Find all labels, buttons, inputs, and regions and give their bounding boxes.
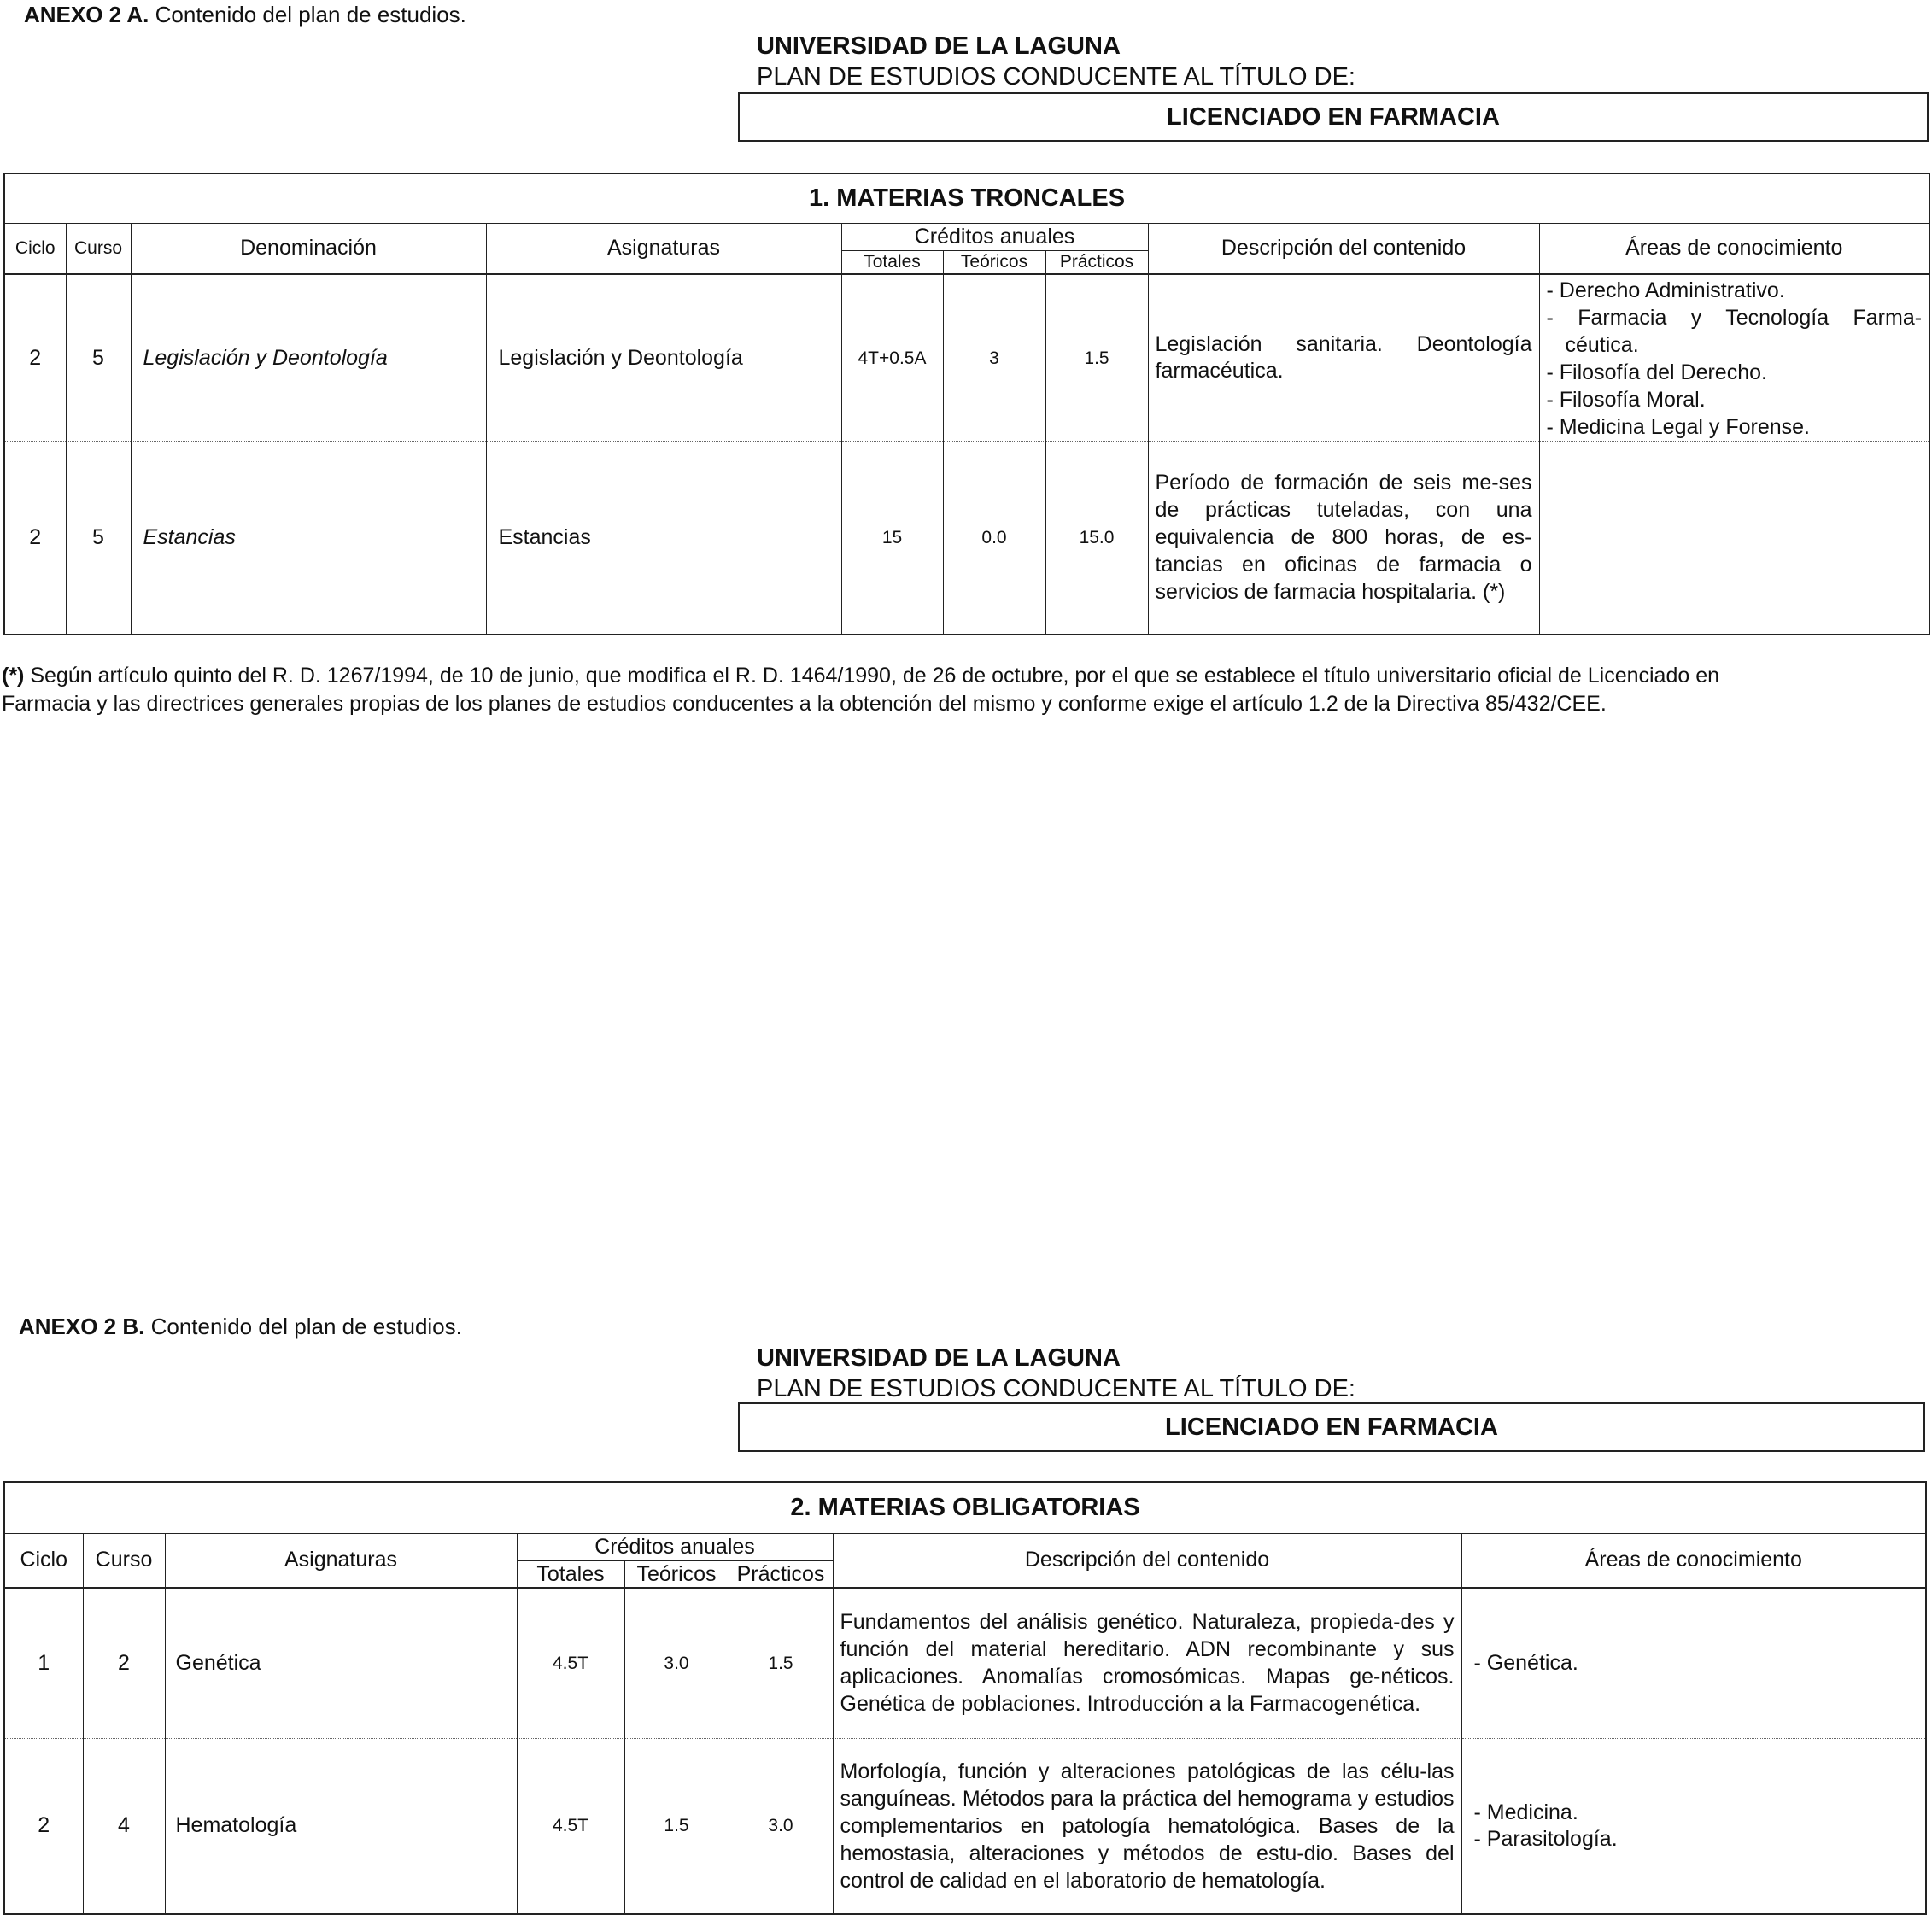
annex-a-degree: LICENCIADO EN FARMACIA [1167, 102, 1500, 131]
header-ciclo: Ciclo [4, 223, 66, 274]
header-asignaturas: Asignaturas [165, 1533, 517, 1588]
header-curso: Curso [83, 1533, 165, 1588]
annex-a-degree-box [738, 92, 1929, 142]
cell-teoricos: 0.0 [943, 442, 1045, 635]
area-item: - Medicina Legal y Forense. [1547, 413, 1923, 441]
cell-asignatura: Hematología [165, 1738, 517, 1914]
annex-b-degree-box [738, 1402, 1925, 1452]
annex-b-plan: PLAN DE ESTUDIOS CONDUCENTE AL TÍTULO DE: [757, 1375, 1355, 1402]
cell-curso: 5 [66, 274, 131, 442]
header-descripcion: Descripción del contenido [1148, 223, 1539, 274]
annex-a-label: ANEXO 2 A. [24, 2, 149, 27]
cell-areas [1461, 1588, 1926, 1738]
area-item: - Filosofía del Derecho. [1547, 359, 1923, 386]
cell-asignatura: Legislación y Deontología [486, 274, 841, 442]
footnote-text: Según artículo quinto del R. D. 1267/1994, de 10 de junio, que modifica el R. D. 1464/1990, de 26 de octubre, por el que se establece el título universitario oficial de Licenciado en [24, 664, 1720, 688]
cell-ciclo: 1 [4, 1588, 83, 1738]
header-totales: Totales [517, 1560, 624, 1588]
area-item: - Medicina. [1474, 1800, 1919, 1826]
cell-curso: 4 [83, 1738, 165, 1914]
cell-practicos: 15.0 [1045, 442, 1148, 635]
cell-areas [1539, 442, 1929, 635]
annex-b-table [3, 1481, 1927, 1915]
cell-curso: 5 [66, 442, 131, 635]
footnote-mark: (*) [2, 664, 25, 688]
area-item: - Derecho Administrativo. [1547, 277, 1923, 304]
annex-b-table-title: 2. MATERIAS OBLIGATORIAS [4, 1482, 1926, 1533]
cell-teoricos: 1.5 [624, 1738, 729, 1914]
areas-list [1547, 277, 1923, 441]
cell-descripcion: Fundamentos del análisis genético. Naturaleza, propieda-des y función del material hereditario. ADN recombinante y sus aplicaciones. Anomalías cromosómicas. Mapas ge-néticos. Genética de poblaciones. Introducción a la Farmacogenética. [833, 1588, 1461, 1738]
cell-ciclo: 2 [4, 274, 66, 442]
header-creditos: Créditos anuales [841, 223, 1148, 250]
table-row [4, 274, 1929, 442]
header-areas: Áreas de conocimiento [1461, 1533, 1926, 1588]
annex-b-heading [19, 1314, 462, 1340]
header-totales: Totales [841, 250, 943, 274]
cell-areas [1539, 274, 1929, 442]
annex-a-footnote-line2: Farmacia y las directrices generales propias de los planes de estudios conducentes a la obtención del mismo y conforme exige el artículo 1.2 de la Directiva 85/432/CEE. [2, 692, 1607, 716]
cell-practicos: 1.5 [1045, 274, 1148, 442]
cell-teoricos: 3.0 [624, 1588, 729, 1738]
cell-descripcion: Período de formación de seis me-ses de prácticas tuteladas, con una equivalencia de 800 horas, de es-tancias en oficinas de farmacia o servicios de farmacia hospitalaria. (*) [1148, 442, 1539, 635]
header-teoricos: Teóricos [943, 250, 1045, 274]
header-denominacion: Denominación [131, 223, 486, 274]
annex-b-label: ANEXO 2 B. [19, 1314, 145, 1339]
area-item: - Genética. [1474, 1650, 1919, 1677]
header-teoricos: Teóricos [624, 1560, 729, 1588]
cell-denominacion: Estancias [131, 442, 486, 635]
cell-practicos: 3.0 [729, 1738, 833, 1914]
table-row [4, 1738, 1926, 1914]
cell-descripcion: Legislación sanitaria. Deontología farmacéutica. [1148, 274, 1539, 442]
header-areas: Áreas de conocimiento [1539, 223, 1929, 274]
table-row [4, 442, 1929, 635]
areas-list [1474, 1800, 1919, 1853]
header-creditos: Créditos anuales [517, 1533, 833, 1560]
cell-areas [1461, 1738, 1926, 1914]
annex-b-label-rest: Contenido del plan de estudios. [144, 1314, 462, 1339]
cell-practicos: 1.5 [729, 1588, 833, 1738]
cell-asignatura: Genética [165, 1588, 517, 1738]
areas-list [1474, 1650, 1919, 1677]
annex-a-plan: PLAN DE ESTUDIOS CONDUCENTE AL TÍTULO DE: [757, 63, 1355, 91]
cell-totales: 15 [841, 442, 943, 635]
cell-curso: 2 [83, 1588, 165, 1738]
annex-a-table [3, 173, 1930, 635]
cell-denominacion: Legislación y Deontología [131, 274, 486, 442]
header-asignaturas: Asignaturas [486, 223, 841, 274]
header-practicos: Prácticos [729, 1560, 833, 1588]
annex-b-university: UNIVERSIDAD DE LA LAGUNA [757, 1344, 1121, 1372]
area-item: - Farmacia y Tecnología Farma-céutica. [1547, 304, 1923, 359]
area-item: - Filosofía Moral. [1547, 386, 1923, 413]
table-row [4, 1588, 1926, 1738]
header-ciclo: Ciclo [4, 1533, 83, 1588]
header-practicos: Prácticos [1045, 250, 1148, 274]
cell-ciclo: 2 [4, 442, 66, 635]
cell-teoricos: 3 [943, 274, 1045, 442]
annex-a-table-title: 1. MATERIAS TRONCALES [4, 173, 1929, 223]
header-curso: Curso [66, 223, 131, 274]
area-item: - Parasitología. [1474, 1826, 1919, 1853]
annex-a-heading [24, 2, 466, 28]
cell-totales: 4.5T [517, 1588, 624, 1738]
cell-descripcion: Morfología, función y alteraciones patológicas de las célu-las sanguíneas. Métodos para la práctica del hemograma y estudios complementarios en patología hematológica. Bases de la hemostasia, alteraciones y métodos de estu-dio. Bases del control de calidad en el laboratorio de hematología. [833, 1738, 1461, 1914]
annex-b-degree: LICENCIADO EN FARMACIA [1165, 1413, 1498, 1441]
annex-a-footnote-line1 [2, 662, 1719, 689]
annex-a-label-rest: Contenido del plan de estudios. [149, 2, 466, 27]
cell-totales: 4T+0.5A [841, 274, 943, 442]
header-descripcion: Descripción del contenido [833, 1533, 1461, 1588]
cell-totales: 4.5T [517, 1738, 624, 1914]
cell-ciclo: 2 [4, 1738, 83, 1914]
annex-a-university: UNIVERSIDAD DE LA LAGUNA [757, 32, 1121, 60]
cell-asignatura: Estancias [486, 442, 841, 635]
